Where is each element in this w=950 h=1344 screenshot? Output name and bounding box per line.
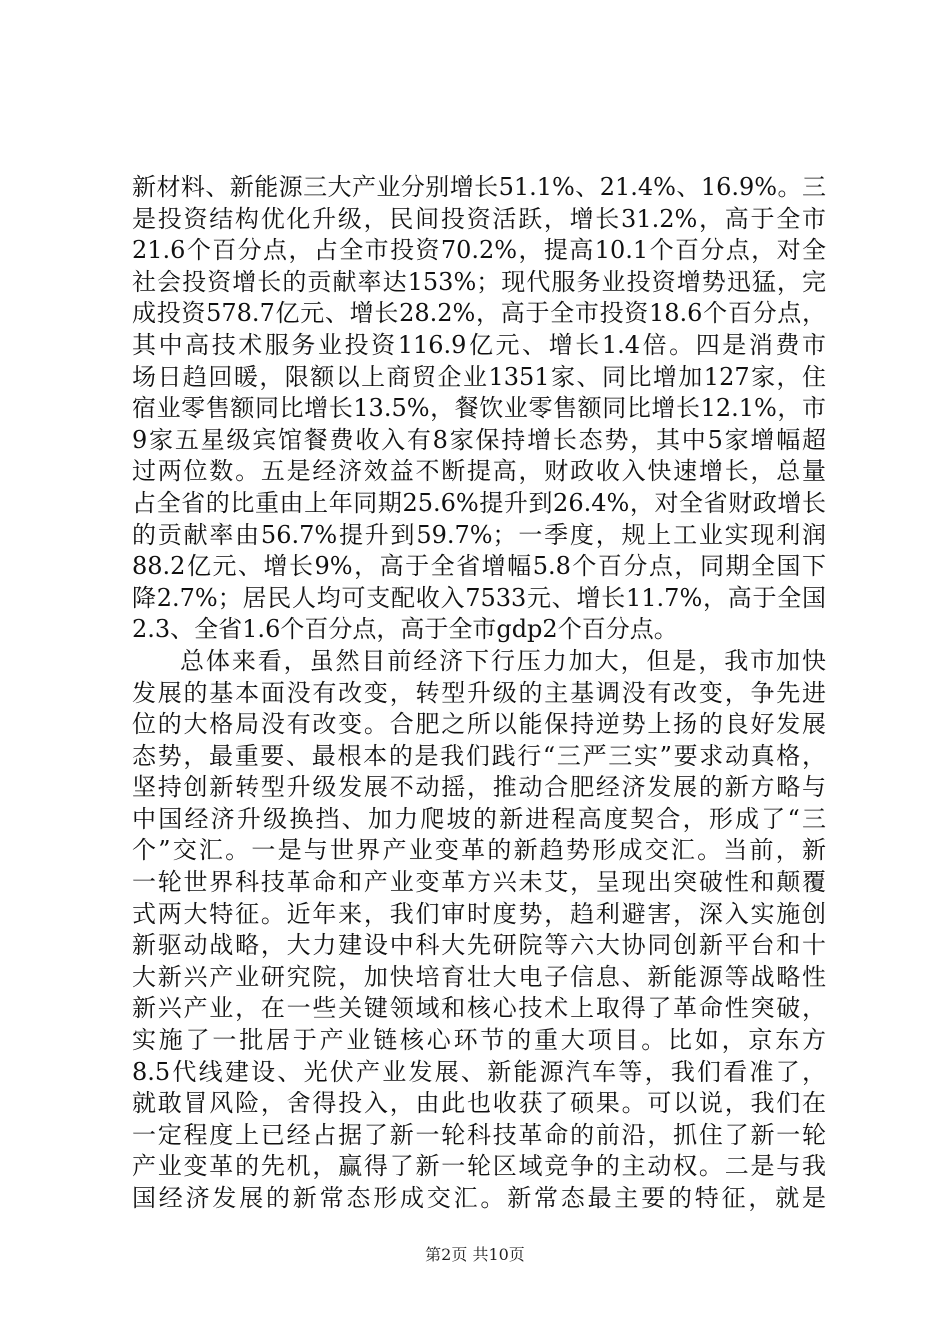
text-line: 宿业零售额同比增长13.5%，餐饮业零售额同比增长12.1%，市 <box>132 394 826 423</box>
text-line: 88.2亿元、增长9%，高于全省增幅5.8个百分点，同期全国下 <box>132 552 826 581</box>
text-line: 降2.7%；居民人均可支配收入7533元、增长11.7%，高于全国 <box>132 583 826 612</box>
text-line: 新驱动战略，大力建设中科大先研院等六大协同创新平台和十 <box>132 931 826 960</box>
text-line: 场日趋回暖，限额以上商贸企业1351家、同比增加127家，住 <box>132 362 826 391</box>
body-text <box>132 172 826 1215</box>
text-line: 总体来看，虽然目前经济下行压力加大，但是，我市加快 <box>180 646 826 675</box>
text-line: 一轮世界科技革命和产业变革方兴未艾，呈现出突破性和颠覆 <box>132 868 826 897</box>
text-line: 一定程度上已经占据了新一轮科技革命的前沿，抓住了新一轮 <box>132 1120 826 1149</box>
text-line: 9家五星级宾馆餐费收入有8家保持增长态势，其中5家增幅超 <box>132 425 826 454</box>
text-line: 式两大特征。近年来，我们审时度势，趋利避害，深入实施创 <box>132 899 826 928</box>
text-line: 坚持创新转型升级发展不动摇，推动合肥经济发展的新方略与 <box>132 773 826 802</box>
text-line: 就敢冒风险，舍得投入，由此也收获了硕果。可以说，我们在 <box>132 1089 826 1118</box>
text-line: 发展的基本面没有改变，转型升级的主基调没有改变，争先进 <box>132 678 826 707</box>
text-line: 态势，最重要、最根本的是我们践行“三严三实”要求动真格， <box>132 741 826 770</box>
text-line: 新兴产业，在一些关键领域和核心技术上取得了革命性突破， <box>132 994 826 1023</box>
text-line: 中国经济升级换挡、加力爬坡的新进程高度契合，形成了“三 <box>132 804 826 833</box>
text-line: 21.6个百分点，占全市投资70.2%，提高10.1个百分点，对全 <box>132 236 826 265</box>
text-line: 2.3、全省1.6个百分点，高于全市gdp2个百分点。 <box>132 615 678 644</box>
text-line: 国经济发展的新常态形成交汇。新常态最主要的特征，就是 <box>132 1184 826 1212</box>
text-line: 其中高技术服务业投资116.9亿元、增长1.4倍。四是消费市 <box>132 330 826 359</box>
page-number-footer: 第2页 共10页 <box>425 1245 525 1264</box>
text-line: 过两位数。五是经济效益不断提高，财政收入快速增长，总量 <box>132 457 826 486</box>
text-line: 新材料、新能源三大产业分别增长51.1%、21.4%、16.9%。三 <box>132 173 826 201</box>
text-line: 占全省的比重由上年同期25.6%提升到26.4%，对全省财政增长 <box>132 488 826 517</box>
text-line: 个”交汇。一是与世界产业变革的新趋势形成交汇。当前，新 <box>132 836 826 865</box>
text-line: 大新兴产业研究院，加快培育壮大电子信息、新能源等战略性 <box>132 962 826 991</box>
text-line: 产业变革的先机，赢得了新一轮区域竞争的主动权。二是与我 <box>132 1152 826 1181</box>
text-line: 实施了一批居于产业链核心环节的重大项目。比如，京东方 <box>132 1026 826 1055</box>
text-line: 的贡献率由56.7%提升到59.7%；一季度，规上工业实现利润 <box>132 520 826 549</box>
text-line: 位的大格局没有改变。合肥之所以能保持逆势上扬的良好发展 <box>132 710 826 739</box>
text-line: 8.5代线建设、光伏产业发展、新能源汽车等，我们看准了， <box>132 1057 826 1086</box>
text-line: 社会投资增长的贡献率达153%；现代服务业投资增势迅猛，完 <box>132 267 826 296</box>
text-line: 成投资578.7亿元、增长28.2%，高于全市投资18.6个百分点， <box>132 299 826 328</box>
text-line: 是投资结构优化升级，民间投资活跃，增长31.2%，高于全市 <box>132 204 826 233</box>
